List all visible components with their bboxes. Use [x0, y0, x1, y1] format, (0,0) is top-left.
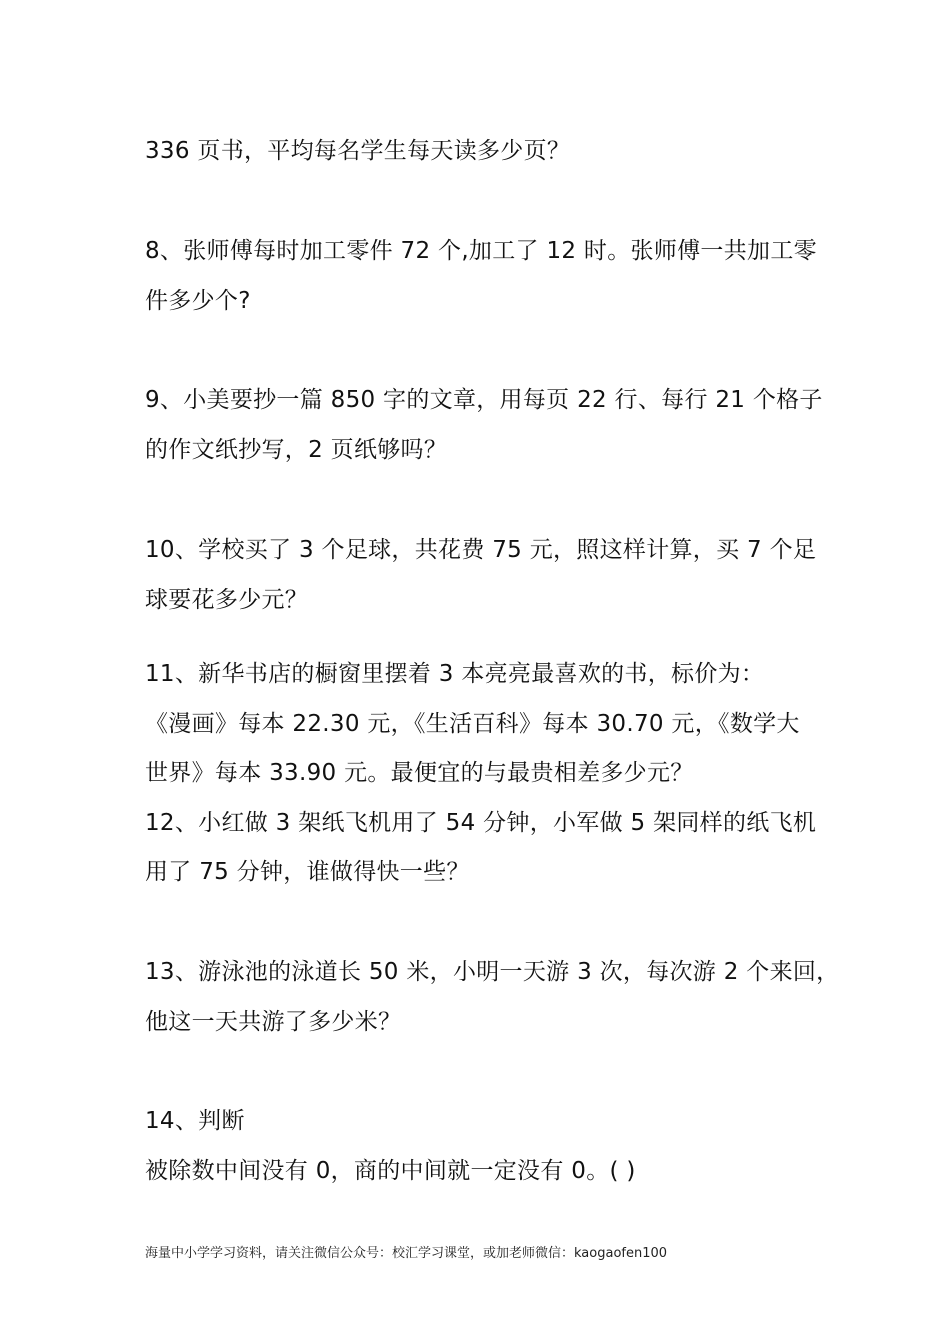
problem-12-line-1: 12、小红做 3 架纸飞机用了 54 分钟，小军做 5 架同样的纸飞机: [145, 810, 817, 836]
problem-13-line-1: 13、游泳池的泳道长 50 米，小明一天游 3 次，每次游 2 个来回，: [145, 959, 840, 985]
problem-13-line-2: 他这一天共游了多少米？: [145, 1009, 402, 1035]
problem-14-heading: 14、判断: [145, 1108, 245, 1134]
problem-8-line-2: 件多少个?: [145, 288, 251, 314]
problem-9-line-2: 的作文纸抄写，2 页纸够吗？: [145, 437, 448, 463]
problem-11-line-1: 11、新华书店的橱窗里摆着 3 本亮亮最喜欢的书，标价为：: [145, 661, 765, 687]
problem-11-line-3: 世界》每本 33.90 元。最便宜的与最贵相差多少元？: [145, 760, 694, 786]
problem-10-line-1: 10、学校买了 3 个足球，共花费 75 元，照这样计算，买 7 个足: [145, 537, 817, 563]
problem-10-line-2: 球要花多少元？: [145, 587, 309, 613]
page-footer: 海量中小学学习资料，请关注微信公众号：校汇学习课堂，或加老师微信：kaogaofen100: [145, 1246, 668, 1261]
problem-9-line-1: 9、小美要抄一篇 850 字的文章，用每页 22 行、每行 21 个格子: [145, 387, 823, 413]
problem-14-statement: 被除数中间没有 0，商的中间就一定没有 0。( ): [145, 1158, 636, 1184]
problem-8-line-1: 8、张师傅每时加工零件 72 个,加工了 12 时。张师傅一共加工零: [145, 238, 817, 264]
problem-12-line-2: 用了 75 分钟，谁做得快一些？: [145, 859, 470, 885]
problem-7-continuation: 336 页书，平均每名学生每天读多少页？: [145, 138, 571, 164]
problem-11-line-2: 《漫画》每本 22.30 元，《生活百科》每本 30.70 元，《数学大: [145, 711, 800, 737]
